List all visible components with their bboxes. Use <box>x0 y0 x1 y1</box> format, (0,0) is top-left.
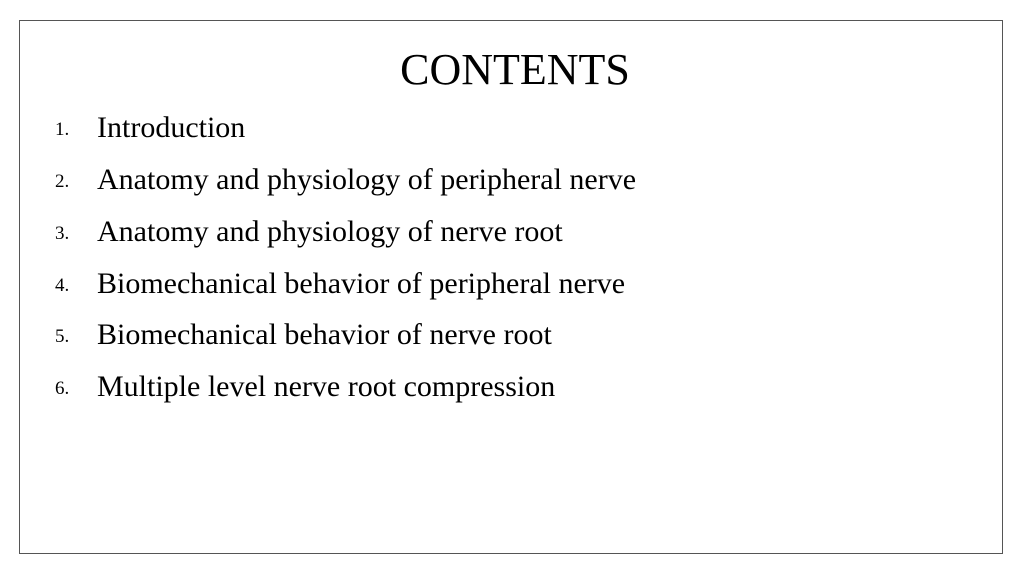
item-number: 4. <box>55 275 70 296</box>
list-item <box>0 264 800 304</box>
item-number: 3. <box>55 223 70 244</box>
item-text: Multiple level nerve root compression <box>97 370 556 403</box>
item-number: 6. <box>55 378 70 399</box>
slide-title: CONTENTS <box>400 45 630 94</box>
item-text: Introduction <box>97 111 246 144</box>
item-number: 5. <box>55 326 70 347</box>
list-item <box>0 315 800 355</box>
item-text: Biomechanical behavior of nerve root <box>97 318 552 351</box>
list-item <box>0 108 800 148</box>
item-text: Biomechanical behavior of peripheral nerve <box>97 267 626 300</box>
item-number: 2. <box>55 171 70 192</box>
list-item <box>0 367 800 407</box>
list-item <box>0 212 800 252</box>
item-number: 1. <box>55 119 70 140</box>
list-item <box>0 160 800 200</box>
item-text: Anatomy and physiology of peripheral nerve <box>97 163 637 196</box>
item-text: Anatomy and physiology of nerve root <box>97 215 563 248</box>
